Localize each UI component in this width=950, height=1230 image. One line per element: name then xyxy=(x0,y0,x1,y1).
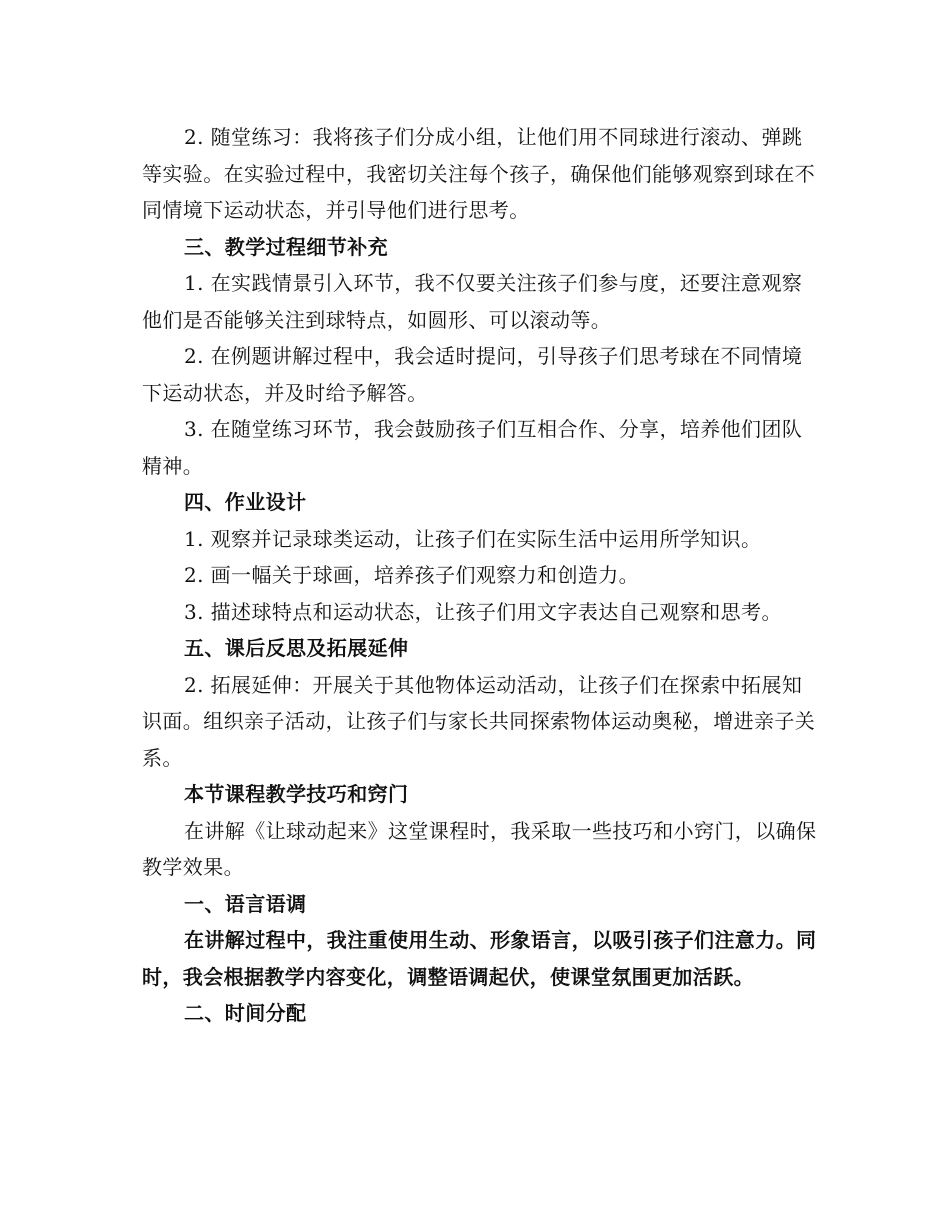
paragraph-practice: 2. 随堂练习：我将孩子们分成小组，让他们用不同球进行滚动、弹跳等实验。在实验过程中，我密切关注每个孩子，确保他们能够观察到球在不同情境下运动状态，并引导他们进行思考。 xyxy=(142,125,816,222)
paragraph-tips-intro: 在讲解《让球动起来》这堂课程时，我采取一些技巧和小窍门，以确保教学效果。 xyxy=(142,818,817,879)
heading-tips: 本节课程教学技巧和窍门 xyxy=(184,782,409,806)
paragraph-detail-1: 1. 在实践情景引入环节，我不仅要关注孩子们参与度，还要注意观察他们是否能够关注到球特点，如圆形、可以滚动等。 xyxy=(142,271,803,332)
paragraph-extension: 2. 拓展延伸：开展关于其他物体运动活动，让孩子们在探索中拓展知识面。组织亲子活动，让孩子们与家长共同探索物体运动奥秘，增进亲子关系。 xyxy=(142,672,816,770)
paragraph-homework-3: 3. 描述球特点和运动状态，让孩子们用文字表达自己观察和思考。 xyxy=(184,599,782,624)
paragraph-language-tone: 在讲解过程中，我注重使用生动、形象语言，以吸引孩子们注意力。同时，我会根据教学内容变化，调整语调起伏，使课堂氛围更加活跃。 xyxy=(142,928,817,989)
paragraph-detail-2: 2. 在例题讲解过程中，我会适时提问，引导孩子们思考球在不同情境下运动状态，并及时给予解答。 xyxy=(142,344,803,405)
paragraph-homework-1: 1. 观察并记录球类运动，让孩子们在实际生活中运用所学知识。 xyxy=(184,526,762,551)
heading-reflection: 五、课后反思及拓展延伸 xyxy=(184,636,409,660)
heading-time-allocation: 二、时间分配 xyxy=(184,1001,307,1025)
paragraph-homework-2: 2. 画一幅关于球画，培养孩子们观察力和创造力。 xyxy=(184,563,640,587)
document-body xyxy=(142,119,822,1032)
paragraph-detail-3: 3. 在随堂练习环节，我会鼓励孩子们互相合作、分享，培养他们团队精神。 xyxy=(142,417,803,478)
heading-teaching-details: 三、教学过程细节补充 xyxy=(184,234,388,259)
heading-homework: 四、作业设计 xyxy=(184,490,307,514)
heading-language-tone: 一、语言语调 xyxy=(184,891,307,916)
